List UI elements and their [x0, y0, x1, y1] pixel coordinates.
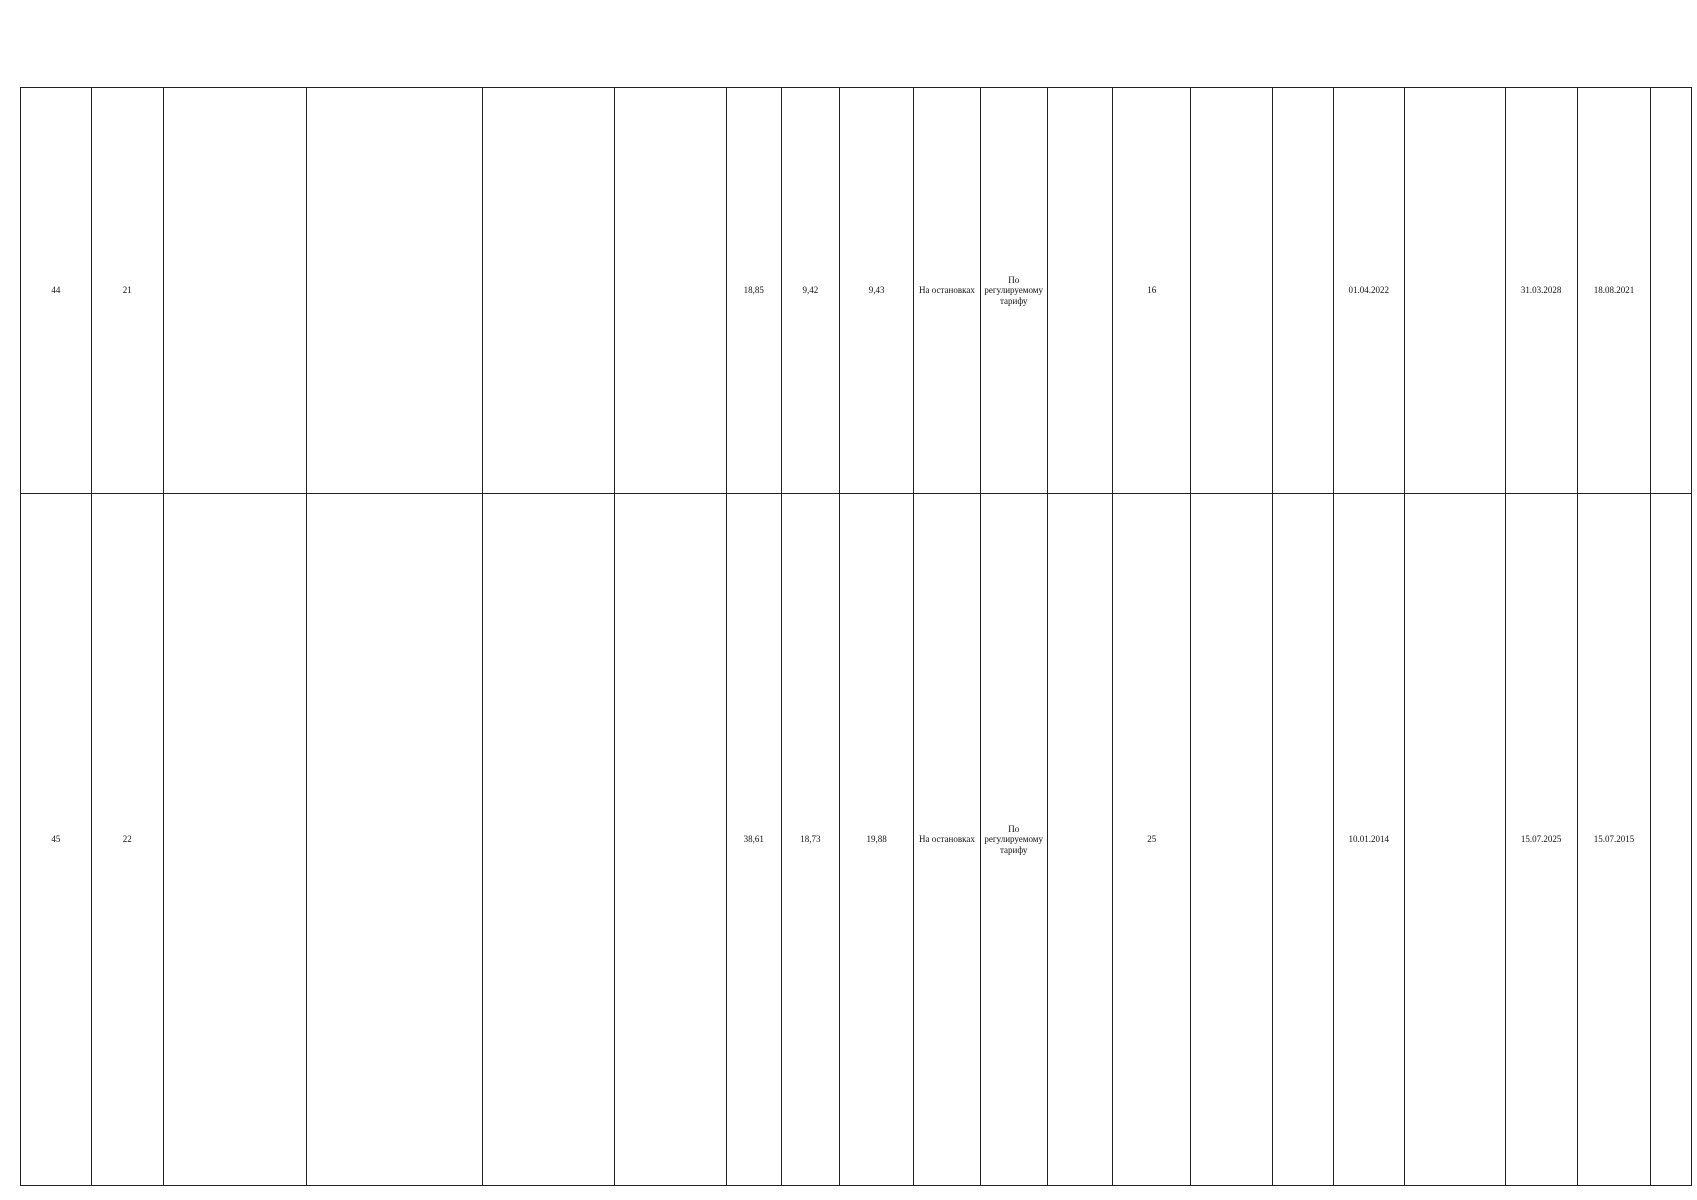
- carrier-info: [1404, 88, 1505, 494]
- route-length: 18,85: [726, 88, 781, 494]
- length-forward: 9,42: [781, 88, 840, 494]
- contract-info: [1273, 88, 1334, 494]
- length-forward: 18,73: [781, 494, 840, 1186]
- stop-order: На остановках: [914, 494, 981, 1186]
- carrier-info: [1404, 494, 1505, 1186]
- length-reverse: 19,88: [840, 494, 914, 1186]
- tariff-type: По регулируемому тарифу: [980, 494, 1047, 1186]
- table-row: [21, 494, 1692, 1186]
- start-date: 10.01.2014: [1333, 494, 1404, 1186]
- route-registry-table: [20, 87, 1692, 1186]
- contract-info: [1273, 494, 1334, 1186]
- streets-reverse: [614, 88, 726, 494]
- vehicle-count: 16: [1113, 88, 1191, 494]
- vehicle-class: [1047, 494, 1113, 1186]
- row-note: [1651, 88, 1692, 494]
- row-number: 44: [21, 88, 92, 494]
- row-note: [1651, 494, 1692, 1186]
- stop-order: На остановках: [914, 88, 981, 494]
- vehicle-count: 25: [1113, 494, 1191, 1186]
- table-row: [21, 88, 1692, 494]
- length-reverse: 9,43: [840, 88, 914, 494]
- streets-forward: [483, 88, 614, 494]
- streets-reverse: [614, 494, 726, 1186]
- route-number: 21: [91, 88, 163, 494]
- streets-forward: [483, 494, 614, 1186]
- route-length: 38,61: [726, 494, 781, 1186]
- vehicle-characteristics: [1191, 88, 1273, 494]
- end-date: 15.07.2025: [1505, 494, 1577, 1186]
- route-number: 22: [91, 494, 163, 1186]
- license-date: 18.08.2021: [1577, 88, 1651, 494]
- route-name: [163, 494, 307, 1186]
- vehicle-characteristics: [1191, 494, 1273, 1186]
- start-date: 01.04.2022: [1333, 88, 1404, 494]
- tariff-type: По регулируемому тарифу: [980, 88, 1047, 494]
- route-name: [163, 88, 307, 494]
- stops-list: [307, 494, 483, 1186]
- stops-list: [307, 88, 483, 494]
- vehicle-class: [1047, 88, 1113, 494]
- end-date: 31.03.2028: [1505, 88, 1577, 494]
- row-number: 45: [21, 494, 92, 1186]
- license-date: 15.07.2015: [1577, 494, 1651, 1186]
